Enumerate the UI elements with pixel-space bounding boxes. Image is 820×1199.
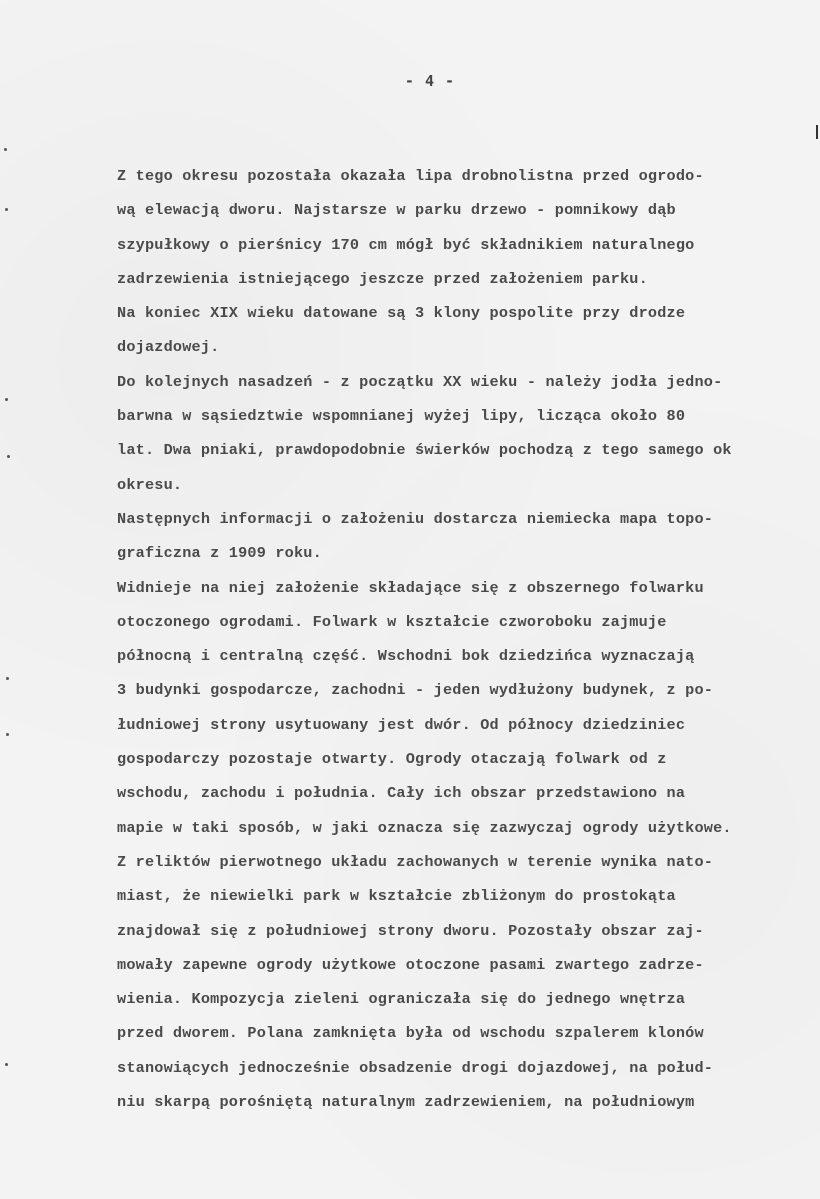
margin-dot (6, 677, 9, 680)
margin-dot (5, 1063, 8, 1066)
text-line: otoczonego ogrodami. Folwark w kształcie czworoboku zajmuje (117, 612, 667, 631)
text-line: okresu. (117, 475, 183, 494)
text-line: lat. Dwa pniaki, prawdopodobnie świerków pochodzą z tego samego ok (117, 441, 732, 460)
text-line: miast, że niewielki park w kształcie zbliżonym do prostokąta (117, 887, 676, 906)
text-line: Na koniec XIX wieku datowane są 3 klony pospolite przy drodze (117, 304, 686, 323)
text-line: wienia. Kompozycja zieleni ograniczała się do jednego wnętrza (117, 990, 686, 1009)
text-line: gospodarczy pozostaje otwarty. Ogrody otaczają folwark od z (117, 750, 667, 769)
text-line: zadrzewienia istniejącego jeszcze przed założeniem parku. (117, 269, 648, 288)
text-line: mapie w taki sposób, w jaki oznacza się zazwyczaj ogrody użytkowe. (117, 818, 732, 837)
text-line: wschodu, zachodu i południa. Cały ich obszar przedstawiono na (117, 784, 686, 803)
text-line: niu skarpą porośniętą naturalnym zadrzewieniem, na południowym (117, 1093, 695, 1112)
text-line: wą elewacją dworu. Najstarsze w parku drzewo - pomnikowy dąb (117, 201, 676, 220)
text-line: przed dworem. Polana zamknięta była od wschodu szpalerem klonów (117, 1024, 704, 1043)
text-line: Z tego okresu pozostała okazała lipa drobnolistna przed ogrodo- (117, 167, 704, 185)
margin-dot (4, 148, 7, 151)
text-line: graficzna z 1909 roku. (117, 544, 322, 563)
text-line: Z reliktów pierwotnego układu zachowanych w terenie wynika nato- (117, 852, 714, 871)
margin-dot (5, 398, 8, 401)
text-line: znajdował się z południowej strony dworu. Pozostały obszar zaj- (117, 921, 704, 940)
page-number: - 4 - (404, 72, 456, 90)
text-line: mowały zapewne ogrody użytkowe otoczone pasami zwartego zadrze- (117, 955, 704, 974)
text-line: dojazdowej. (117, 338, 220, 357)
page-edge-mark (816, 125, 818, 139)
text-line: barwna w sąsiedztwie wspomnianej wyżej lipy, licząca około 80 (117, 407, 686, 426)
margin-dot (5, 208, 8, 211)
text-line: północną i centralną część. Wschodni bok dziedzińca wyznaczają (117, 647, 695, 666)
document-body (117, 159, 807, 1119)
text-line: łudniowej strony usytuowany jest dwór. Od północy dziedziniec (117, 715, 686, 734)
text-line: stanowiących jednocześnie obsadzenie drogi dojazdowej, na połud- (117, 1058, 714, 1077)
text-line: Widnieje na niej założenie składające się z obszernego folwarku (117, 578, 704, 597)
margin-dot (7, 455, 10, 458)
margin-dot (6, 733, 9, 736)
text-line: Do kolejnych nasadzeń - z początku XX wieku - należy jodła jedno- (117, 372, 723, 391)
text-line: 3 budynki gospodarcze, zachodni - jeden wydłużony budynek, z po- (117, 681, 714, 700)
text-line: Następnych informacji o założeniu dostarcza niemiecka mapa topo- (117, 509, 714, 528)
text-line: szypułkowy o pierśnicy 170 cm mógł być składnikiem naturalnego (117, 235, 695, 254)
